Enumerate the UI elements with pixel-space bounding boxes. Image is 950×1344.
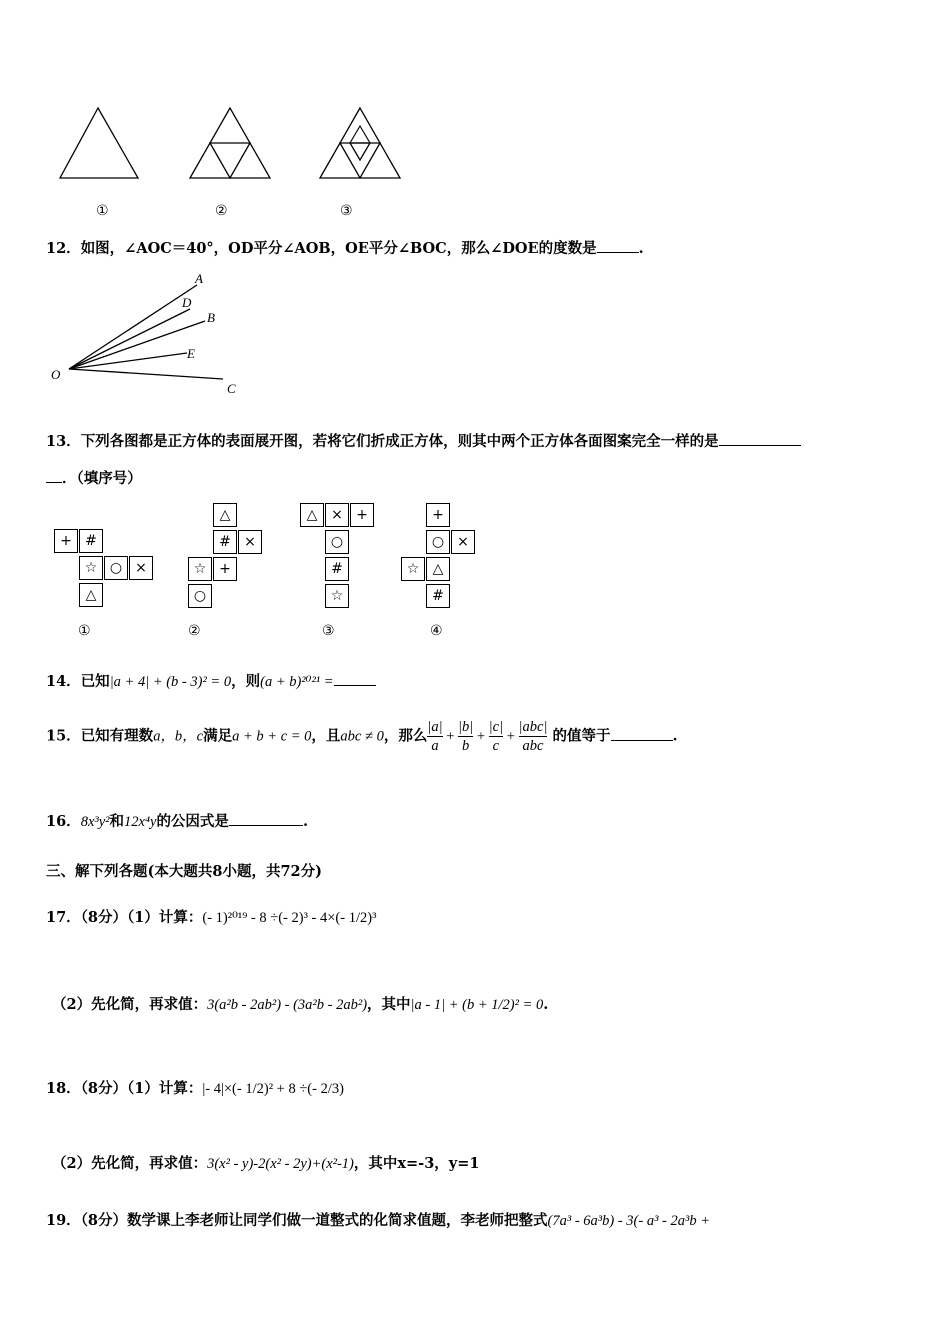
triangle-2-inner: [210, 143, 250, 178]
point-e: E: [187, 346, 195, 361]
net1-cell: ☆: [79, 556, 103, 580]
point-a: A: [195, 271, 203, 286]
net2-cell: +: [213, 557, 237, 581]
q18-expr2: 3(x² - y)-2(x² - 2y)+(x²-1): [207, 1156, 354, 1172]
net-label-2: ②: [188, 623, 201, 639]
question-13-cont: [46, 467, 142, 488]
q13-number: 13．: [46, 433, 81, 450]
fig-label-1: ①: [96, 203, 109, 219]
net3-cell: △: [300, 503, 324, 527]
q14-expr1: |a + 4| + (b - 3)² = 0: [109, 674, 232, 690]
q17-cond: |a - 1| + (b + 1/2)² = 0: [410, 997, 544, 1013]
net1-cell: ○: [104, 556, 128, 580]
q16-term2: 12x⁴y: [124, 814, 157, 830]
net1-cell: +: [54, 529, 78, 553]
q19-number: 19．: [46, 1212, 81, 1229]
q19-expr: (7a³ - 6a³b) - 3(- a³ - 2a³b +: [547, 1213, 711, 1229]
net3-cell: ○: [325, 530, 349, 554]
net3-cell: #: [325, 557, 349, 581]
q19-text: 数学课上李老师让同学们做一道整式的化简求值题，李老师把整式: [127, 1212, 548, 1229]
triangle-figures: [50, 100, 410, 190]
q18-cond: ，其中x=-3，y=1: [353, 1155, 480, 1172]
q13-cont: ．（填序号）: [62, 470, 142, 487]
question-13: [46, 430, 801, 451]
fig-label-2: ②: [215, 203, 228, 219]
question-15: 15．已知有理数a，b，c满足a + b + c = 0，且abc ≠ 0，那么 $\frac{|a|}{a}$ + $\frac{|b|}{b}$ + $\frac{|c|}{c}$ + $\frac{\text{|abc|}}{\text{abc}}$ 的值等于 .: [46, 719, 678, 754]
triangle-1: [60, 108, 138, 178]
q14-pre: 已知: [80, 673, 110, 690]
net4-cell: ×: [451, 530, 475, 554]
q18-number: 18．: [46, 1080, 81, 1097]
q15-frac-abc: $\frac{\text{|abc|}}{\text{abc}}$: [518, 719, 548, 754]
q18-p2: （2）先化简，再求值：: [52, 1155, 208, 1172]
q15-pre: 已知有理数: [80, 727, 154, 745]
q15-frac-a: $\frac{|a|}{a}$: [427, 719, 443, 754]
question-16: [46, 810, 308, 831]
net2-cell: ☆: [188, 557, 212, 581]
q15-end: .: [672, 727, 678, 745]
q17-expr2: 3(a²b - 2ab²) - (3a²b - 2ab²): [207, 997, 368, 1013]
q13-blank-cont: [46, 482, 62, 483]
angle-figure: [45, 265, 255, 400]
q16-and: 和: [109, 813, 125, 830]
net3-cell: ×: [325, 503, 349, 527]
fig-label-3: ③: [340, 203, 353, 219]
net3-cell: ☆: [325, 584, 349, 608]
q13-blank: [719, 445, 801, 446]
q13-text: 下列各图都是正方体的表面展开图，若将它们折成正方体，则其中两个正方体各面图案完全一样的是: [80, 433, 719, 450]
section-3-title: 三、解下列各题(本大题共8小题，共72分): [46, 863, 322, 880]
question-19: [46, 1209, 710, 1230]
net1-cell: ×: [129, 556, 153, 580]
q16-number: 16．: [46, 813, 81, 830]
net-label-1: ①: [78, 623, 91, 639]
q15-number: 15．: [46, 727, 81, 745]
q18-p1: （1）计算：: [127, 1080, 203, 1097]
q12-number: 12．: [46, 240, 81, 257]
q16-end: .: [302, 813, 308, 830]
q17-expr1: (- 1)²⁰¹⁹ - 8 ÷(- 2)³ - 4×(- 1/2)³: [202, 910, 377, 926]
q17-p1: （1）计算：: [127, 909, 203, 926]
q14-number: 14．: [46, 673, 81, 690]
net4-cell: ☆: [401, 557, 425, 581]
question-17-part2: [52, 993, 548, 1014]
triangle-3-inner3: [350, 126, 370, 143]
net4-cell: +: [426, 503, 450, 527]
q15-vars: a，b，c: [153, 728, 204, 745]
net4-cell: #: [426, 584, 450, 608]
q14-expr2: (a + b)²⁰²¹ =: [260, 674, 334, 690]
q17-p2: （2）先化简，再求值：: [52, 996, 208, 1013]
net4-cell: △: [426, 557, 450, 581]
q19-score: （8分）: [80, 1212, 128, 1229]
q14-mid: ，则: [231, 673, 261, 690]
q15-mid3: ，那么: [383, 727, 428, 745]
triangle-3-inner2: [350, 143, 370, 160]
point-c: C: [227, 381, 236, 396]
net-label-4: ④: [430, 623, 443, 639]
question-17-part1: [46, 906, 376, 927]
net3-cell: +: [350, 503, 374, 527]
q18-score: （8分）: [80, 1080, 128, 1097]
q17-end: .: [543, 996, 549, 1013]
q16-term1: 8x³y²: [80, 814, 110, 830]
q16-post: 的公因式是: [156, 813, 229, 830]
point-d: D: [182, 295, 192, 310]
q12-end: .: [638, 240, 644, 257]
q14-blank: [334, 685, 376, 686]
question-12: [46, 237, 644, 258]
net1-cell: #: [79, 529, 103, 553]
q15-cond1: a + b + c = 0: [232, 728, 312, 745]
q15-mid1: 满足: [203, 727, 233, 745]
q15-blank: [611, 740, 673, 741]
q15-cond2: abc ≠ 0: [340, 728, 384, 745]
net-label-3: ③: [322, 623, 335, 639]
net2-cell: ○: [188, 584, 212, 608]
net2-cell: #: [213, 530, 237, 554]
q15-frac-c: $\frac{|c|}{c}$: [488, 719, 504, 754]
point-o: O: [51, 367, 61, 382]
net2-cell: △: [213, 503, 237, 527]
q15-mid2: ，且: [311, 727, 341, 745]
net4-cell: ○: [426, 530, 450, 554]
q15-post: 的值等于: [552, 727, 611, 745]
q17-number: 17．: [46, 909, 81, 926]
q17-mid: ，其中: [367, 996, 411, 1013]
question-18-part2: [52, 1152, 479, 1173]
q15-frac-b: $\frac{|b|}{b}$: [458, 719, 474, 754]
point-b: B: [207, 310, 215, 325]
q17-score: （8分）: [80, 909, 128, 926]
q12-text: 如图，∠AOC＝40°，OD平分∠AOB，OE平分∠BOC，那么∠DOE的度数是: [80, 240, 597, 257]
net1-cell: △: [79, 583, 103, 607]
net2-cell: ×: [238, 530, 262, 554]
question-14: [46, 670, 376, 691]
q12-blank: [597, 252, 639, 253]
question-18-part1: [46, 1077, 344, 1098]
q18-expr1: |- 4|×(- 1/2)² + 8 ÷(- 2/3): [202, 1081, 344, 1097]
q16-blank: [229, 825, 303, 826]
